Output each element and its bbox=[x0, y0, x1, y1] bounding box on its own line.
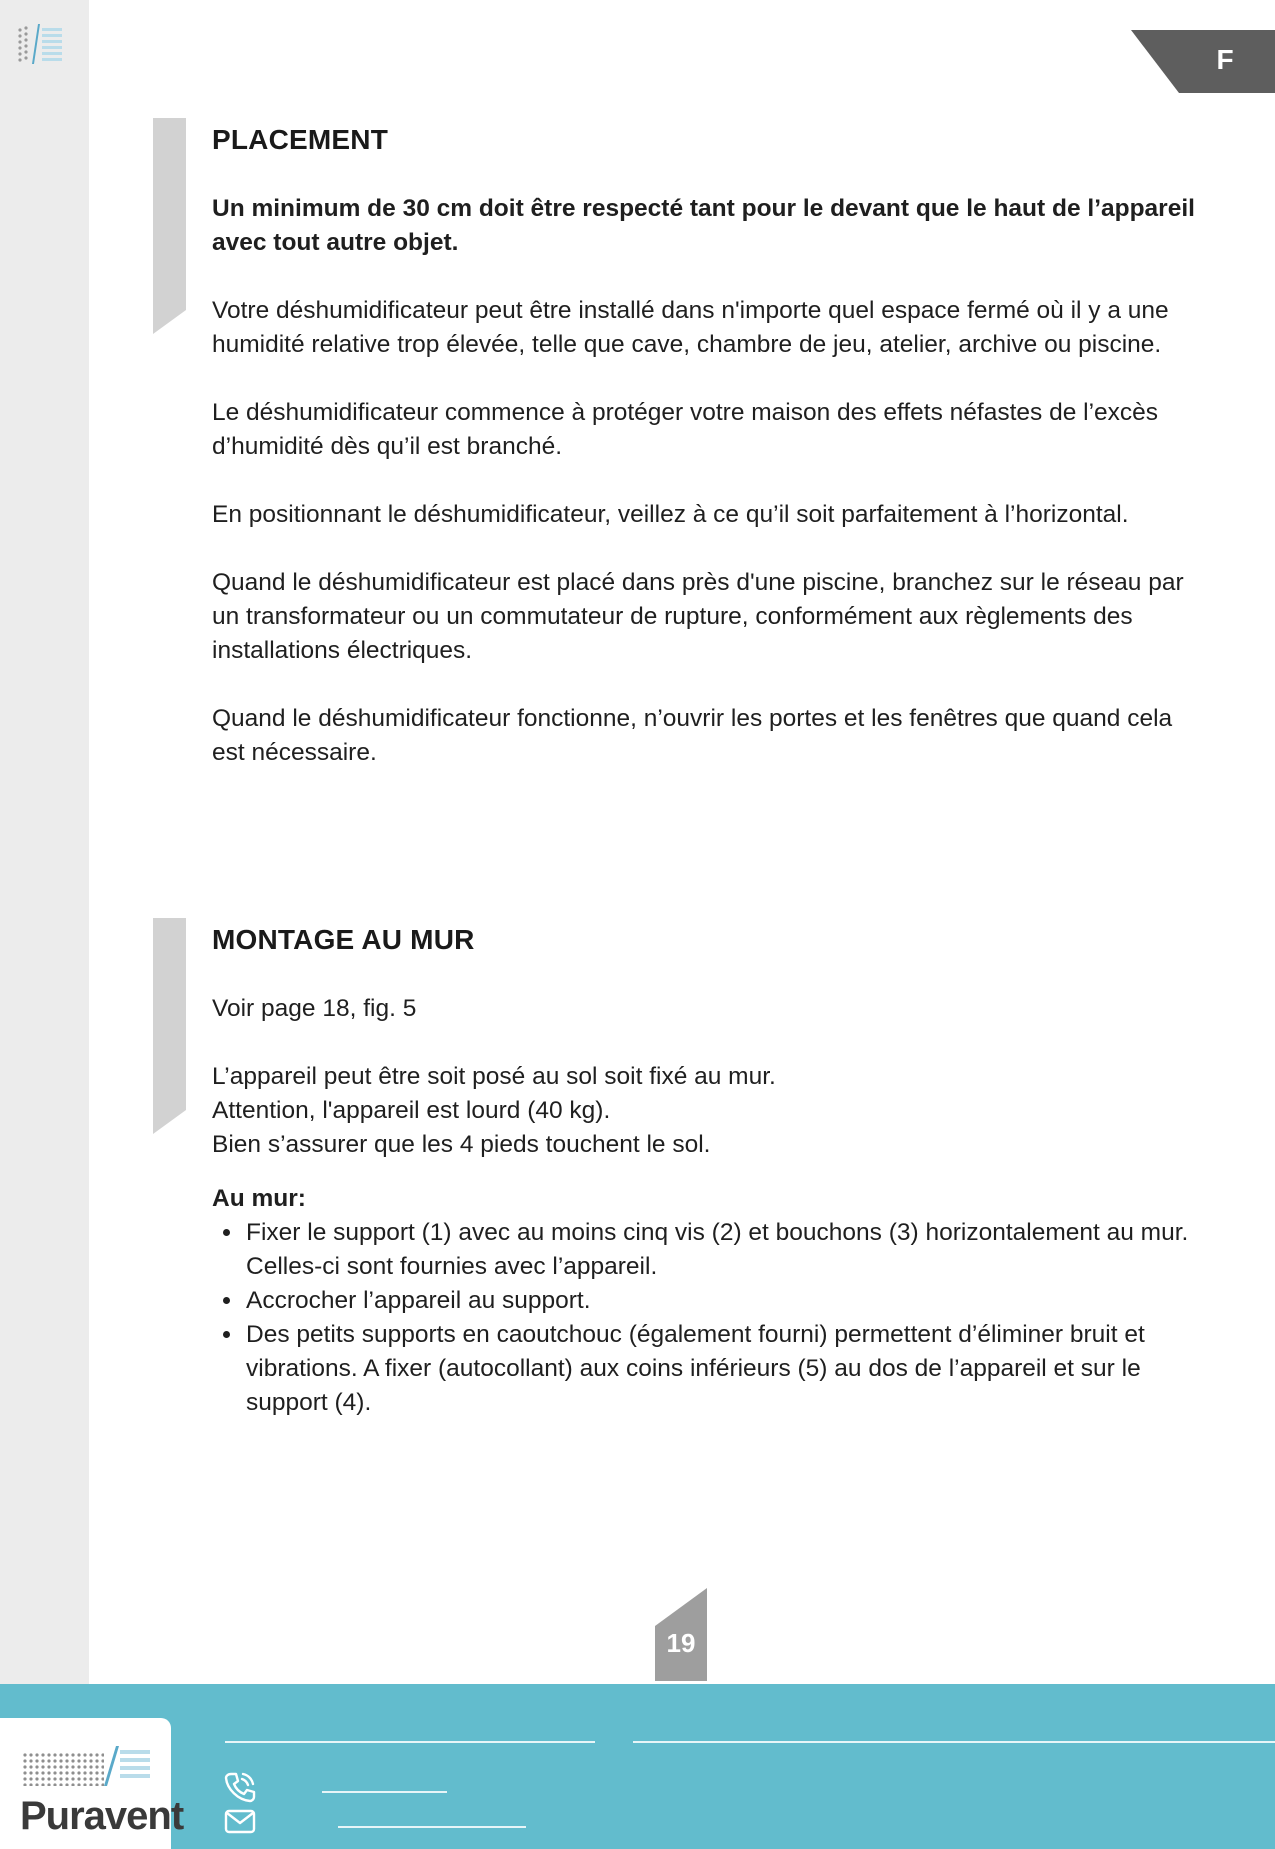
placement-title: PLACEMENT bbox=[212, 124, 389, 155]
language-tab-label: F bbox=[1216, 44, 1234, 75]
footer-band bbox=[0, 1684, 1275, 1849]
wall-step-2: • Accrocher l’appareil au support. bbox=[244, 1284, 1202, 1318]
brand-dots-icon bbox=[22, 1746, 152, 1786]
footer-divider-1 bbox=[225, 1741, 595, 1743]
montage-note-2: Attention, l'appareil est lourd (40 kg). bbox=[212, 1097, 611, 1124]
montage-reference: Voir page 18, fig. 5 bbox=[212, 995, 417, 1022]
montage-note-3: Bien s’assurer que les 4 pieds touchent le sol. bbox=[212, 1131, 711, 1158]
page-number: 19 bbox=[666, 1628, 696, 1658]
page-number-tab bbox=[655, 1588, 707, 1681]
placement-intro: Un minimum de 30 cm doit être respecté tant pour le devant que le haut de l’appareil avec tout autre objet. bbox=[212, 195, 1195, 256]
section-marker-montage bbox=[153, 918, 186, 1134]
brand-mark-icon bbox=[16, 22, 64, 70]
placement-paragraph-5: Quand le déshumidificateur fonctionne, n’ouvrir les portes et les fenêtres que quand cela est nécessaire. bbox=[212, 705, 1173, 766]
wall-step-1: • Fixer le support (1) avec au moins cinq vis (2) et bouchons (3) horizontalement au mur. Celles-ci sont fournies avec l’appareil. bbox=[244, 1216, 1202, 1284]
wall-steps-list bbox=[212, 1216, 1202, 1420]
placement-paragraph-1: Votre déshumidificateur peut être installé dans n'importe quel espace fermé où il y a une humidité relative trop élevée, telle que cave, chambre de jeu, atelier, archive ou piscine. bbox=[212, 297, 1169, 358]
footer-divider-2 bbox=[633, 1741, 1275, 1743]
mail-value-line bbox=[338, 1826, 526, 1828]
language-tab bbox=[1131, 30, 1275, 93]
left-margin-strip bbox=[0, 0, 89, 1684]
montage-title: MONTAGE AU MUR bbox=[212, 924, 475, 955]
montage-notes bbox=[212, 1060, 1202, 1162]
footer-logo bbox=[0, 1718, 184, 1849]
phone-value-line bbox=[322, 1791, 447, 1793]
wall-heading: Au mur: bbox=[212, 1185, 306, 1212]
section-marker-placement bbox=[153, 118, 186, 334]
montage-note-1: L’appareil peut être soit posé au sol soit fixé au mur. bbox=[212, 1063, 776, 1090]
footer-brand-name: Puravent bbox=[20, 1794, 184, 1838]
wall-step-3: • Des petits supports en caoutchouc (également fourni) permettent d’éliminer bruit et vibrations. A fixer (autocollant) aux coins inférieurs (5) au dos de l’appareil et sur le support (4). bbox=[244, 1318, 1202, 1420]
placement-paragraph-2: Le déshumidificateur commence à protéger votre maison des effets néfastes de l’excès d’humidité dès qu’il est branché. bbox=[212, 399, 1159, 460]
placement-paragraph-3: En positionnant le déshumidificateur, veillez à ce qu’il soit parfaitement à l’horizontal. bbox=[212, 501, 1129, 528]
placement-section bbox=[212, 124, 1202, 770]
mail-icon bbox=[223, 1804, 257, 1838]
montage-section bbox=[212, 924, 1202, 1420]
placement-paragraph-4: Quand le déshumidificateur est placé dans près d'une piscine, branchez sur le réseau par un transformateur ou un commutateur de rupture, conformément aux règlements des installations électriques. bbox=[212, 569, 1184, 664]
phone-icon bbox=[223, 1770, 257, 1804]
